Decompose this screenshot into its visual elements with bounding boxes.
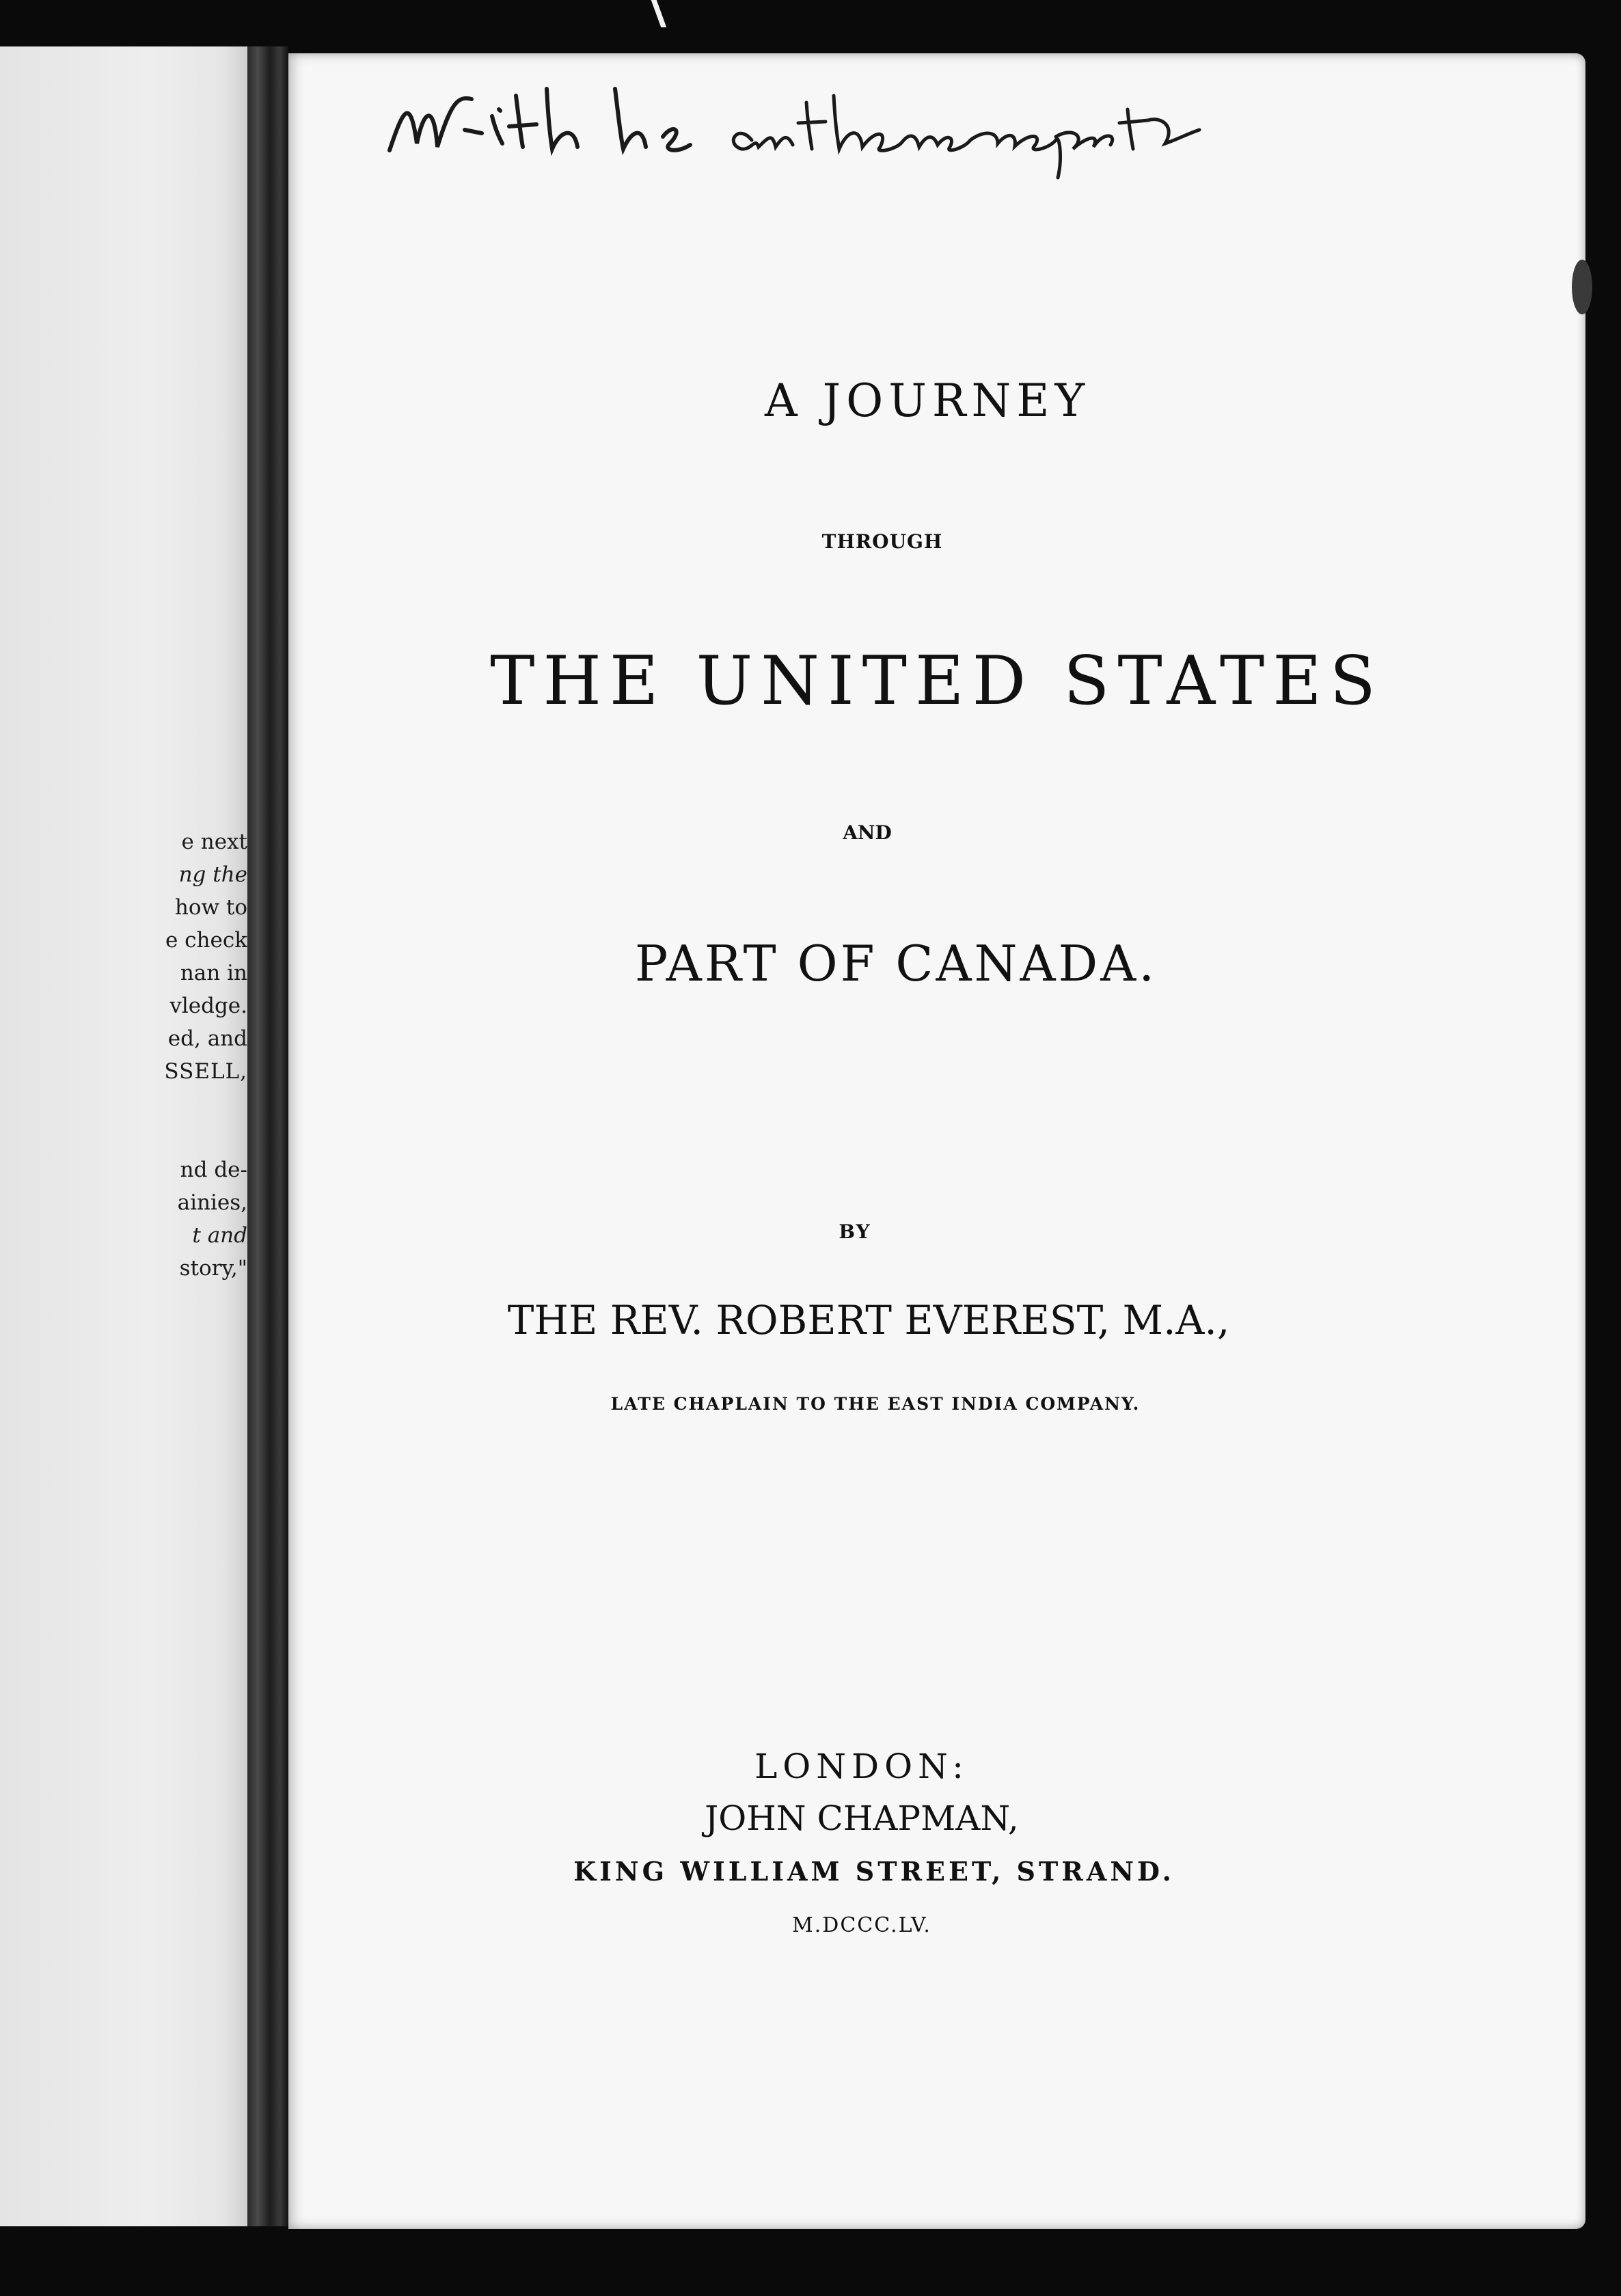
title-line-through: THROUGH xyxy=(821,530,943,553)
facing-page-line: ng the xyxy=(178,862,247,887)
facing-page-line: nd de- xyxy=(180,1158,247,1182)
facing-page-line: e next xyxy=(181,830,247,854)
facing-page-line: SSELL, xyxy=(164,1059,247,1084)
inscription-handwriting xyxy=(369,68,1326,191)
facing-page-line: how to xyxy=(174,895,247,920)
author-name: THE REV. ROBERT EVEREST, M.A., xyxy=(507,1297,1230,1343)
title-page xyxy=(288,53,1585,2229)
scan-artifact xyxy=(651,0,667,27)
binding-gutter xyxy=(247,46,288,2226)
page-edge-stain xyxy=(1572,260,1592,314)
facing-page-line: t and xyxy=(192,1223,247,1248)
facing-page-line: nan in xyxy=(180,961,247,985)
byline-by: BY xyxy=(839,1220,871,1243)
title-line-and: AND xyxy=(843,821,892,844)
facing-page xyxy=(0,46,247,2226)
author-title: LATE CHAPLAIN TO THE EAST INDIA COMPANY. xyxy=(610,1394,1141,1414)
publisher-address: KING WILLIAM STREET, STRAND. xyxy=(573,1856,1175,1887)
facing-page-line: ed, and xyxy=(167,1026,247,1051)
publisher-name: JOHN CHAPMAN, xyxy=(705,1799,1019,1838)
handwritten-inscription xyxy=(369,68,1326,191)
facing-page-text xyxy=(131,825,247,1285)
imprint-city: LONDON: xyxy=(754,1747,969,1786)
facing-page-line: vledge. xyxy=(169,994,247,1018)
title-line-united-states: THE UNITED STATES xyxy=(490,642,1384,720)
facing-page-line: e check xyxy=(165,928,247,953)
publication-year: M.DCCC.LV. xyxy=(792,1913,931,1937)
facing-page-line: story," xyxy=(179,1256,247,1281)
title-line-journey: A JOURNEY xyxy=(764,374,1091,427)
facing-page-line: ainies, xyxy=(177,1190,247,1215)
title-line-canada: PART OF CANADA. xyxy=(634,935,1158,992)
